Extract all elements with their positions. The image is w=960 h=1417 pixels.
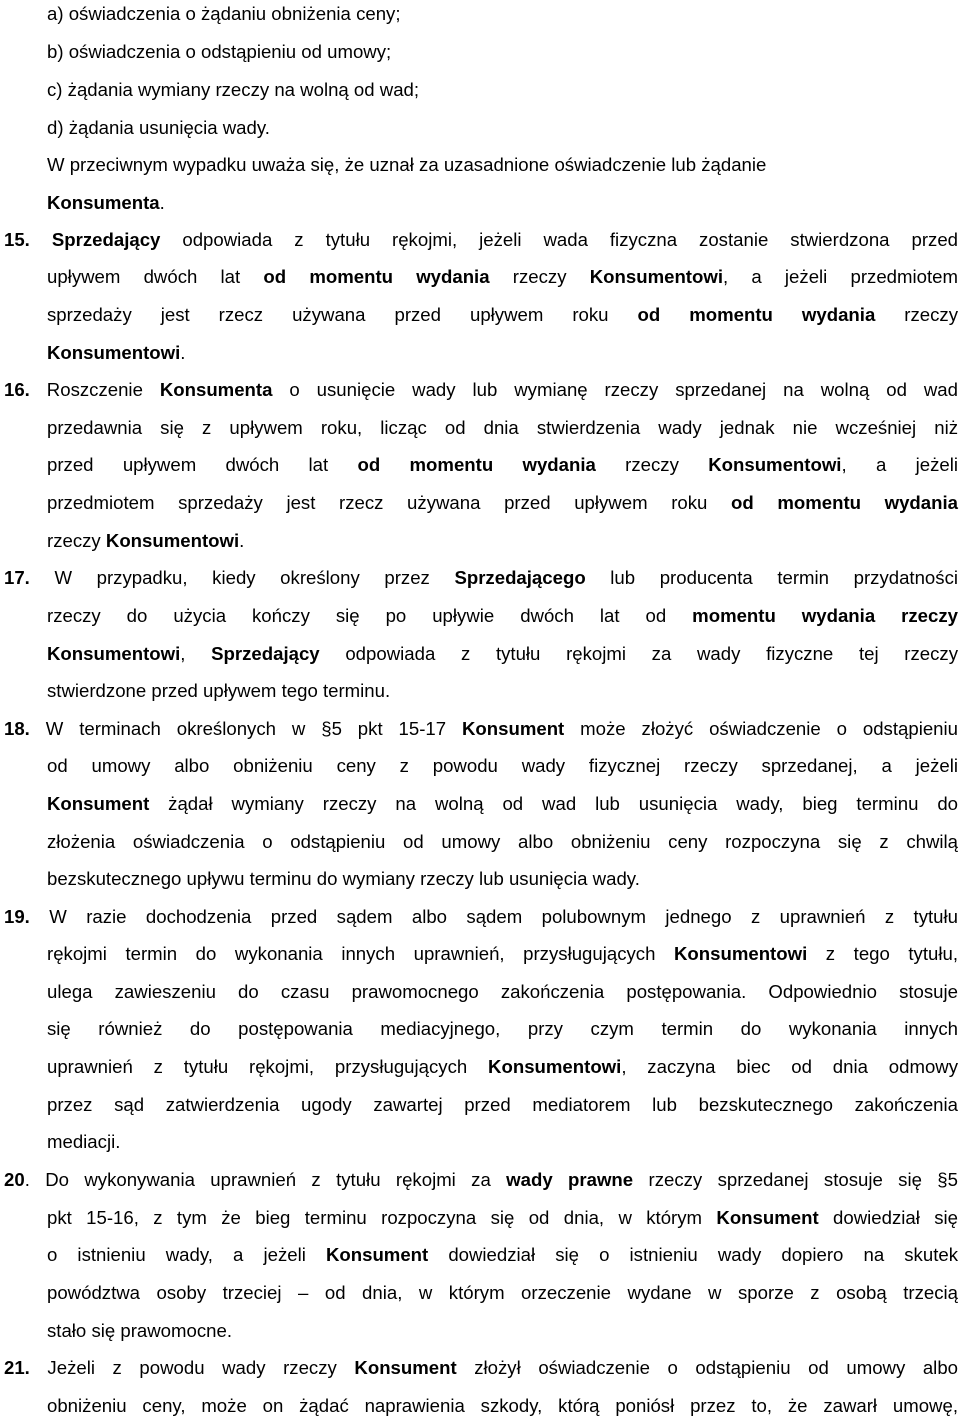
bold-text: Konsumentowi: [673, 943, 808, 964]
text-run: stwierdzone przed upływem tego terminu.: [47, 680, 391, 701]
bold-text: 18.: [4, 718, 30, 739]
bold-text: Konsumentowi: [708, 454, 842, 475]
bold-text: Konsument: [461, 718, 565, 739]
bold-text: Konsumentowi: [105, 530, 240, 551]
paragraph-line: [47, 417, 958, 439]
text-run: się również do postępowania mediacyjnego, przy czym termin do wykonania innych: [47, 1018, 958, 1039]
text-run: obniżeniu ceny, może on żądać naprawienia szkody, którą poniósł przez to, że zawarł umowę,: [47, 1395, 958, 1416]
bold-text: Konsumentowi: [589, 266, 723, 287]
paragraph-line: [47, 981, 958, 1003]
bold-text: od momentu wydania: [263, 266, 490, 287]
paragraph-line: [47, 266, 958, 288]
bold-text: 15.: [4, 229, 30, 250]
text-run: dowiedział się: [818, 1207, 958, 1228]
bold-text: 20: [4, 1169, 25, 1190]
paragraph-line: [47, 3, 958, 25]
text-run: przedawnia się z upływem roku, licząc od dnia stwierdzenia wady jednak nie wcześniej niż: [47, 417, 958, 438]
paragraph-line: [47, 154, 958, 176]
bold-text: od momentu wydania: [637, 304, 876, 325]
bold-text: Konsumentowi: [488, 1056, 622, 1077]
paragraph-line: [47, 1056, 958, 1078]
text-run: mediacji.: [47, 1131, 121, 1152]
paragraph-line: [47, 868, 958, 890]
text-run: Jeżeli z powodu wady rzeczy: [29, 1357, 355, 1378]
text-run: przedmiotem sprzedaży jest rzecz używana przed upływem roku: [47, 492, 731, 513]
bold-text: Konsumenta: [47, 192, 160, 213]
paragraph-line: [47, 1018, 958, 1040]
text-run: złożył oświadczenie o odstąpieniu od umowy albo: [456, 1357, 958, 1378]
text-run: .: [159, 192, 165, 213]
text-run: c) żądania wymiany rzeczy na wolną od wad;: [47, 79, 420, 100]
text-run: rękojmi termin do wykonania innych uprawnień, przysługujących: [47, 943, 674, 964]
paragraph-line: [47, 680, 958, 702]
text-run: . Do wykonywania uprawnień z tytułu rękojmi za: [24, 1169, 507, 1190]
bold-text: 19.: [4, 906, 30, 927]
numbered-paragraph-first-line: [4, 229, 958, 251]
bold-text: od momentu wydania: [357, 454, 596, 475]
text-run: o istnieniu wady, a jeżeli: [47, 1244, 326, 1265]
text-run: ,: [180, 643, 212, 664]
bold-text: Sprzedającego: [454, 567, 586, 588]
paragraph-line: [47, 1395, 958, 1417]
text-run: sprzedaży jest rzecz używana przed upływem roku: [47, 304, 638, 325]
paragraph-line: [47, 530, 958, 552]
paragraph-line: [47, 1320, 958, 1342]
text-run: rzeczy: [47, 530, 106, 551]
bold-text: 17.: [4, 567, 30, 588]
text-run: .: [180, 342, 186, 363]
text-run: stało się prawomocne.: [47, 1320, 232, 1341]
text-run: , a jeżeli: [841, 454, 958, 475]
paragraph-line: [47, 1094, 958, 1116]
text-run: dowiedział się o istnieniu wady dopiero na skutek: [428, 1244, 958, 1265]
numbered-paragraph-first-line: [4, 1169, 958, 1191]
text-run: z tego tytułu,: [807, 943, 958, 964]
text-run: przed upływem dwóch lat: [47, 454, 358, 475]
text-run: żądał wymiany rzeczy na wolną od wad lub usunięcia wady, bieg terminu do: [149, 793, 958, 814]
text-run: lub producenta termin przydatności: [585, 567, 958, 588]
bold-text: Sprzedający: [51, 229, 161, 250]
paragraph-line: [47, 1207, 958, 1229]
text-run: , zaczyna biec od dnia odmowy: [621, 1056, 959, 1077]
bold-text: 21.: [4, 1357, 30, 1378]
bold-text: Konsument: [47, 793, 150, 814]
text-run: od umowy albo obniżeniu ceny z powodu wady fizycznej rzeczy sprzedanej, a jeżeli: [47, 755, 958, 776]
text-run: bezskutecznego upływu terminu do wymiany rzeczy lub usunięcia wady.: [47, 868, 640, 889]
paragraph-line: [47, 1131, 958, 1153]
paragraph-line: [47, 605, 958, 627]
paragraph-line: [47, 643, 958, 665]
paragraph-line: [47, 492, 958, 514]
text-run: rzeczy: [489, 266, 590, 287]
text-run: odpowiada z tytułu rękojmi, jeżeli wada fizyczna zostanie stwierdzona przed: [160, 229, 959, 250]
bold-text: 16.: [4, 379, 30, 400]
paragraph-line: [47, 793, 958, 815]
bold-text: Konsument: [716, 1207, 819, 1228]
numbered-paragraph-first-line: [4, 567, 958, 589]
paragraph-line: [47, 79, 958, 101]
numbered-paragraph-first-line: [4, 906, 958, 928]
text-run: W terminach określonych w §5 pkt 15-17: [29, 718, 462, 739]
bold-text: wady prawne: [506, 1169, 634, 1190]
text-run: przez sąd zatwierdzenia ugody zawartej przed mediatorem lub bezskutecznego zakończenia: [47, 1094, 958, 1115]
text-run: rzeczy do użycia kończy się po upływie dwóch lat od: [47, 605, 693, 626]
bold-text: Konsument: [325, 1244, 429, 1265]
paragraph-line: [47, 831, 958, 853]
paragraph-line: [47, 454, 958, 476]
bold-text: Konsumenta: [159, 379, 273, 400]
text-run: upływem dwóch lat: [47, 266, 264, 287]
paragraph-line: [47, 304, 958, 326]
bold-text: Sprzedający: [211, 643, 320, 664]
text-run: rzeczy sprzedanej stosuje się §5: [633, 1169, 958, 1190]
numbered-paragraph-first-line: [4, 1357, 958, 1379]
bold-text: Konsumentowi: [47, 643, 181, 664]
text-run: d) żądania usunięcia wady.: [47, 117, 270, 138]
paragraph-line: [47, 117, 958, 139]
bold-text: momentu wydania rzeczy: [692, 605, 958, 626]
paragraph-line: [47, 1282, 958, 1304]
paragraph-line: [47, 41, 958, 63]
paragraph-line: [47, 755, 958, 777]
bold-text: Konsument: [354, 1357, 457, 1378]
text-run: może złożyć oświadczenie o odstąpieniu: [564, 718, 958, 739]
text-run: złożenia oświadczenia o odstąpieniu od umowy albo obniżeniu ceny rozpoczyna się z chwilą: [47, 831, 958, 852]
text-run: .: [239, 530, 245, 551]
text-run: rzeczy: [875, 304, 958, 325]
text-run: rzeczy: [595, 454, 709, 475]
text-run: b) oświadczenia o odstąpieniu od umowy;: [47, 41, 392, 62]
paragraph-line: [47, 342, 958, 364]
text-run: W przypadku, kiedy określony przez: [29, 567, 455, 588]
text-run: a) oświadczenia o żądaniu obniżenia ceny;: [47, 3, 401, 24]
text-run: ulega zawieszeniu do czasu prawomocnego zakończenia postępowania. Odpowiednio stosuje: [47, 981, 958, 1002]
text-run: [30, 229, 52, 250]
text-run: Roszczenie: [29, 379, 160, 400]
paragraph-line: [47, 1244, 958, 1266]
text-run: , a jeżeli przedmiotem: [723, 266, 958, 287]
bold-text: od momentu wydania: [730, 492, 958, 513]
paragraph-line: [47, 192, 958, 214]
text-run: o usunięcie wady lub wymianę rzeczy sprzedanej na wolną od wad: [272, 379, 958, 400]
text-run: W razie dochodzenia przed sądem albo sądem polubownym jednego z uprawnień z tytułu: [29, 906, 958, 927]
bold-text: Konsumentowi: [47, 342, 181, 363]
numbered-paragraph-first-line: [4, 379, 958, 401]
text-run: pkt 15-16, z tym że bieg terminu rozpoczyna się od dnia, w którym: [47, 1207, 717, 1228]
text-run: powództwa osoby trzeciej – od dnia, w którym orzeczenie wydane w sporze z osobą trzecią: [47, 1282, 958, 1303]
numbered-paragraph-first-line: [4, 718, 958, 740]
text-run: uprawnień z tytułu rękojmi, przysługujących: [47, 1056, 489, 1077]
text-run: W przeciwnym wypadku uważa się, że uznał za uzasadnione oświadczenie lub żądanie: [47, 154, 767, 175]
paragraph-line: [47, 943, 958, 965]
text-run: odpowiada z tytułu rękojmi za wady fizyczne tej rzeczy: [319, 643, 958, 664]
